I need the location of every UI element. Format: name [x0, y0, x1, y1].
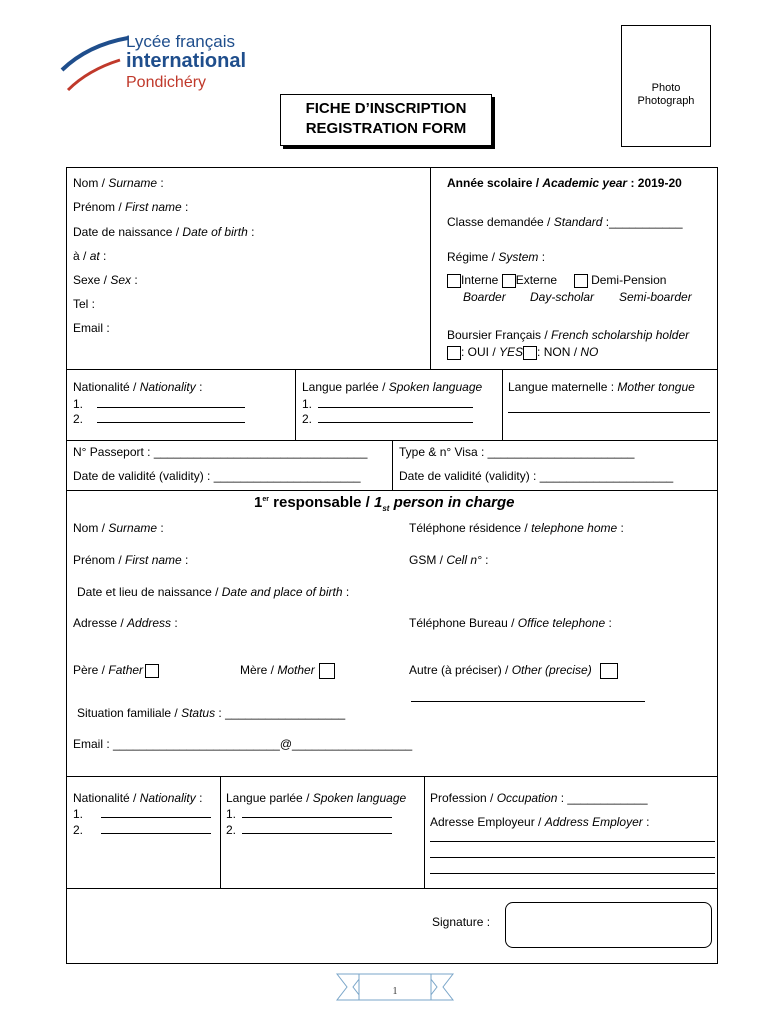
resp-surname-label: Nom / Surname :	[73, 521, 164, 535]
signature-box[interactable]	[505, 902, 712, 948]
employer-address-line-1[interactable]	[430, 841, 715, 842]
logo-line2: international	[126, 50, 247, 72]
resp-cell-label: GSM / Cell n° :	[409, 553, 489, 567]
resp-birth-label: Date et lieu de naissance / Date and place of birth :	[77, 585, 350, 599]
student-firstname-label: Prénom / First name :	[73, 200, 189, 214]
nationality-1[interactable]: 1.	[73, 396, 245, 411]
scholarship-label: Boursier Français / French scholarship holder	[447, 328, 690, 342]
photo-label-en: Photograph	[637, 95, 695, 107]
resp-office-phone-label: Téléphone Bureau / Office telephone :	[409, 616, 612, 630]
standard-field[interactable]: Classe demandée / Standard :___________	[447, 215, 683, 229]
title-fr: FICHE D’INSCRIPTION	[305, 100, 467, 117]
academic-year: Année scolaire / Academic year : 2019-20	[447, 176, 682, 190]
no-checkbox[interactable]	[523, 346, 537, 360]
logo-line3: Pondichéry	[126, 74, 207, 91]
student-email-label: Email :	[73, 321, 110, 335]
semiboarder-label: Semi-boarder	[619, 290, 692, 304]
school-logo	[58, 30, 268, 100]
photo-box	[621, 25, 711, 147]
resp-firstname-label: Prénom / First name :	[73, 553, 189, 567]
mother-tongue-label: Langue maternelle : Mother tongue	[508, 380, 695, 394]
resp-nationality-2[interactable]: 2.	[73, 822, 211, 837]
student-surname-label: Nom / Surname :	[73, 176, 164, 190]
system-options	[447, 273, 666, 288]
passport-validity-field[interactable]: Date de validité (validity) : ______________________	[73, 469, 361, 483]
resp-spoken-language-2[interactable]: 2.	[226, 822, 392, 837]
father-checkbox[interactable]	[145, 664, 159, 678]
other-option: Autre (à préciser) / Other (precise)	[409, 663, 618, 679]
resp-spoken-language-1[interactable]: 1.	[226, 806, 392, 821]
employer-address-label: Adresse Employeur / Address Employer :	[430, 815, 650, 829]
logo-line1: Lycée français	[126, 32, 235, 51]
spoken-language-label: Langue parlée / Spoken language	[302, 380, 483, 394]
spoken-language-1[interactable]: 1.	[302, 396, 473, 411]
demi-pension-label: Demi-Pension	[591, 273, 667, 287]
resp-nationality-label: Nationalité / Nationality :	[73, 791, 203, 805]
dayscholar-label: Day-scholar	[530, 290, 595, 304]
boarder-label: Boarder	[463, 290, 506, 304]
title-en: REGISTRATION FORM	[305, 120, 467, 137]
person-in-charge-heading: 1er responsable / $1_{st}$ person in charge	[254, 494, 515, 513]
externe-checkbox[interactable]	[502, 274, 516, 288]
system-label: Régime / System :	[447, 250, 546, 264]
scholarship-options: : OUI / YES : NON / NO	[447, 345, 598, 360]
student-tel-label: Tel :	[73, 297, 96, 311]
resp-spoken-language-label: Langue parlée / Spoken language	[226, 791, 407, 805]
nationality-label: Nationalité / Nationality :	[73, 380, 203, 394]
mother-tongue-field[interactable]	[508, 412, 710, 413]
interne-checkbox[interactable]	[447, 274, 461, 288]
student-dob-label: Date de naissance / Date of birth :	[73, 225, 255, 239]
mother-checkbox[interactable]	[319, 663, 335, 679]
visa-validity-field[interactable]: Date de validité (validity) : ____________________	[399, 469, 674, 483]
nationality-2[interactable]: 2.	[73, 411, 245, 426]
passport-field[interactable]: N° Passeport : ________________________________	[73, 445, 368, 459]
mother-option: Mère / Mother	[240, 663, 335, 679]
resp-address-label: Adresse / Address :	[73, 616, 178, 630]
externe-label: Externe	[515, 273, 558, 287]
yes-checkbox[interactable]	[447, 346, 461, 360]
employer-address-line-3[interactable]	[430, 873, 715, 874]
resp-email-field[interactable]: Email : _________________________@__________________	[73, 737, 413, 751]
occupation-field[interactable]: Profession / Occupation : ____________	[430, 791, 648, 805]
family-status-field[interactable]: Situation familiale / Status : __________________	[77, 706, 346, 720]
form-title	[280, 94, 492, 146]
employer-address-line-2[interactable]	[430, 857, 715, 858]
student-sex-label: Sexe / Sex :	[73, 273, 138, 287]
resp-nationality-1[interactable]: 1.	[73, 806, 211, 821]
interne-label: Interne	[461, 273, 499, 287]
page-number: 1	[392, 986, 398, 997]
signature-label: Signature :	[432, 915, 491, 929]
visa-field[interactable]: Type & n° Visa : ______________________	[399, 445, 635, 459]
resp-home-phone-label: Téléphone résidence / telephone home :	[409, 521, 624, 535]
father-option: Père / Father	[73, 663, 159, 678]
spoken-language-2[interactable]: 2.	[302, 411, 473, 426]
other-precise-field[interactable]	[411, 701, 645, 702]
page-number-badge	[335, 970, 455, 1004]
other-checkbox[interactable]	[600, 663, 618, 679]
student-birthplace-label: à / at :	[73, 249, 107, 263]
demi-pension-checkbox[interactable]	[574, 274, 588, 288]
photo-label: Photo	[651, 82, 681, 94]
